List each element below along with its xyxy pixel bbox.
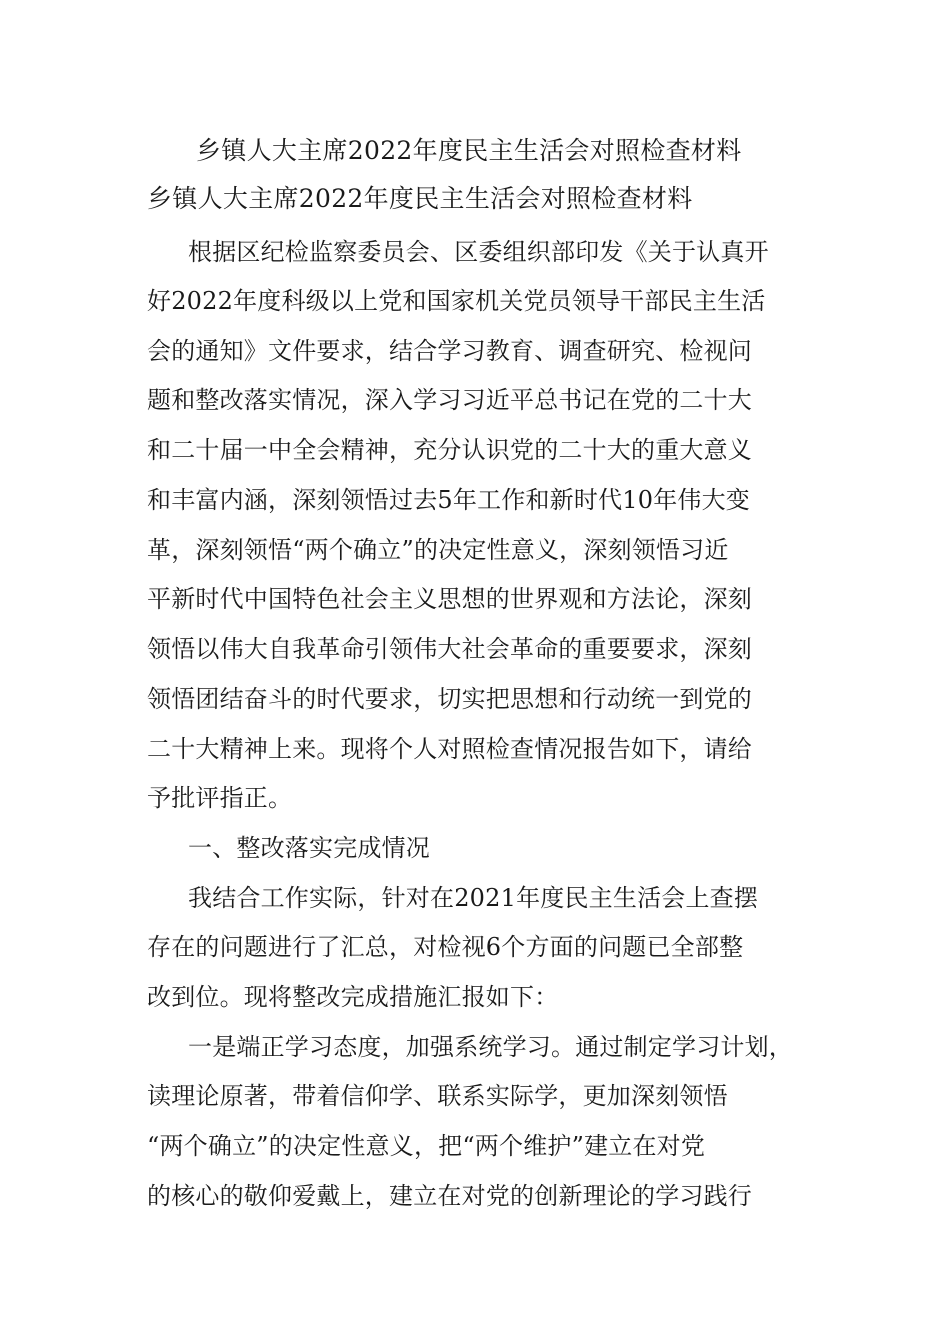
body-line: 领悟以伟大自我革命引领伟大社会革命的重要要求，深刻 [147, 635, 752, 663]
body-line: 革，深刻领悟“两个确立”的决定性意义，深刻领悟习近 [147, 536, 729, 564]
body-line: 读理论原著，带着信仰学、联系实际学，更加深刻领悟 [147, 1082, 728, 1110]
body-line: 予批评指正。 [147, 784, 293, 812]
body-line: 和丰富内涵，深刻领悟过去5年工作和新时代10年伟大变 [147, 486, 751, 514]
body-line: “两个确立”的决定性意义，把“两个维护”建立在对党 [147, 1132, 706, 1160]
section-heading: 一、整改落实完成情况 [188, 834, 430, 862]
body-line: 一是端正学习态度，加强系统学习。通过制定学习计划， [188, 1033, 793, 1061]
body-line: 改到位。现将整改完成措施汇报如下： [147, 983, 559, 1011]
body-line: 好2022年度科级以上党和国家机关党员领导干部民主生活 [147, 287, 766, 315]
body-line: 平新时代中国特色社会主义思想的世界观和方法论，深刻 [147, 585, 752, 613]
body-line: 二十大精神上来。现将个人对照检查情况报告如下，请给 [147, 735, 752, 763]
body-line: 我结合工作实际，针对在2021年度民主生活会上查摆 [188, 884, 759, 912]
body-line: 领悟团结奋斗的时代要求，切实把思想和行动统一到党的 [147, 685, 752, 713]
body-line: 会的通知》文件要求，结合学习教育、调查研究、检视问 [147, 337, 752, 365]
document-subtitle: 乡镇人大主席2022年度民主生活会对照检查材料 [147, 184, 693, 213]
body-line: 和二十届一中全会精神，充分认识党的二十大的重大意义 [147, 436, 752, 464]
body-line: 的核心的敬仰爱戴上，建立在对党的创新理论的学习践行 [147, 1182, 752, 1210]
body-line: 存在的问题进行了汇总，对检视6个方面的问题已全部整 [147, 933, 744, 961]
body-line: 题和整改落实情况，深入学习习近平总书记在党的二十大 [147, 386, 752, 414]
document-title: 乡镇人大主席2022年度民主生活会对照检查材料 [196, 136, 742, 165]
body-line: 根据区纪检监察委员会、区委组织部印发《关于认真开 [188, 238, 769, 266]
